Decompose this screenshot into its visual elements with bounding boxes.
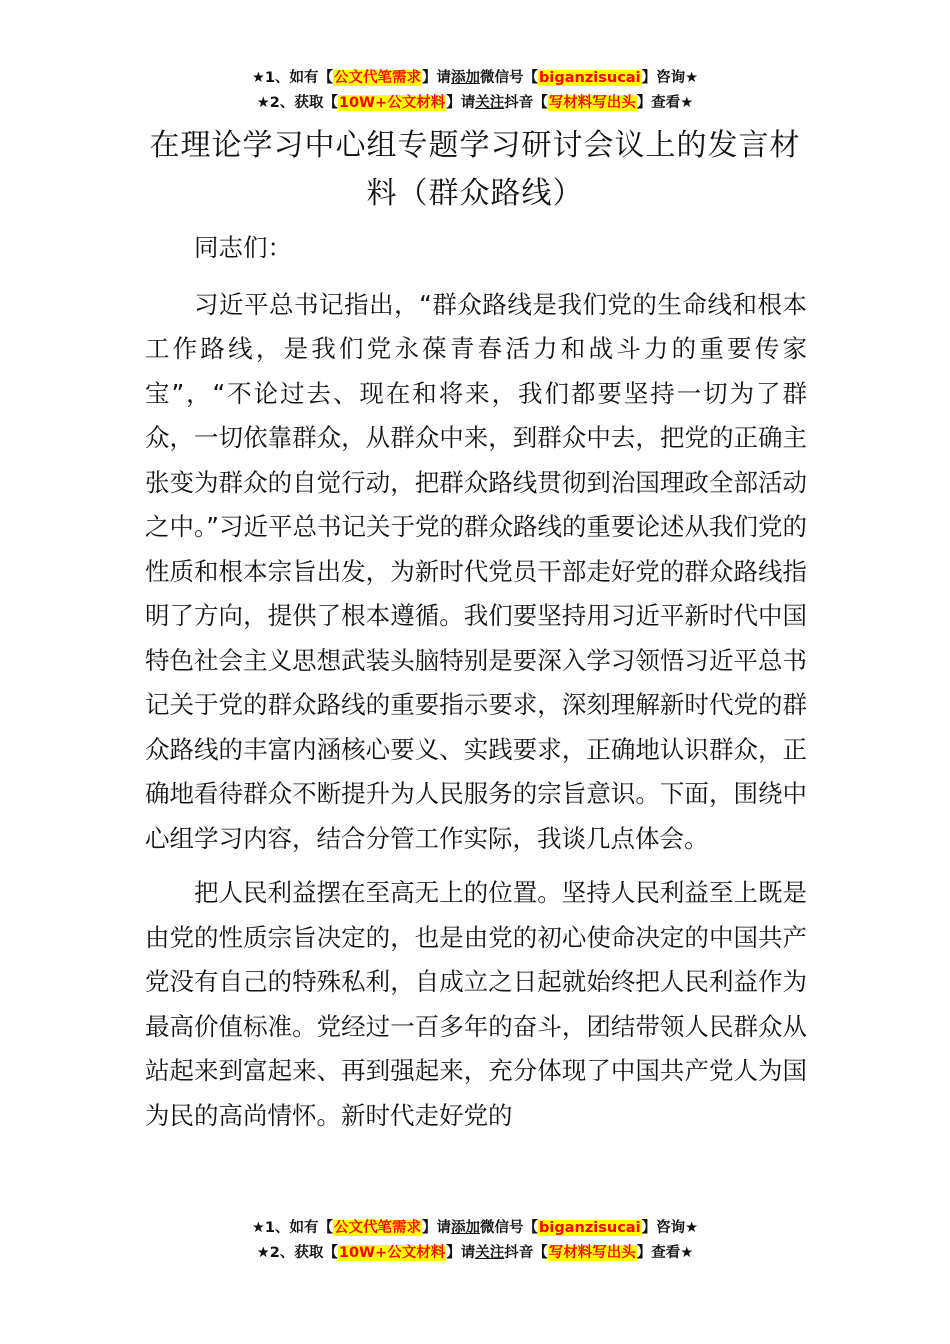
banner-text: 】查看★ (636, 95, 694, 111)
banner-text: 】请 (422, 70, 452, 86)
highlight-text: biganzisucai (539, 70, 641, 86)
document-title: 在理论学习中心组专题学习研讨会议上的发言材料（群众路线） (149, 128, 801, 211)
banner-text: 抖音【 (504, 1245, 548, 1261)
banner-text: ★2、获取【 (256, 1245, 338, 1261)
banner-text: 微信号【 (480, 70, 539, 86)
highlight-text: 写材料写出头 (548, 95, 636, 111)
banner-line-1 (0, 66, 950, 91)
banner-line-1 (0, 1216, 950, 1241)
banner-text: 】查看★ (636, 1245, 694, 1261)
banner-text: 抖音【 (504, 95, 548, 111)
banner-line-2 (0, 1241, 950, 1266)
banner-text: 】请 (446, 1245, 476, 1261)
highlight-text: 10W+公文材料 (338, 95, 446, 111)
highlight-text: biganzisucai (539, 1220, 641, 1236)
banner-text: 微信号【 (480, 1220, 539, 1236)
banner-text: ★2、获取【 (256, 95, 338, 111)
paragraph: 习近平总书记指出，“群众路线是我们党的生命线和根本工作路线，是我们党永葆青春活力和战斗力的重要传家宝”，“不论过去、现在和将来，我们都要坚持一切为了群众，一切依靠群众，从群众中来，到群众中去，把党的正确主张变为群众的自觉行动，把群众路线贯彻到治国理政全部活动之中。”习近平总书记关于党的群众路线的重要论述从我们党的性质和根本宗旨出发，为新时代党员干部走好党的群众路线指明了方向，提供了根本遵循。我们要坚持用习近平新时代中国特色社会主义思想武装头脑特别是要深入学习领悟习近平总书记关于党的群众路线的重要指示要求，深刻理解新时代党的群众路线的丰富内涵核心要义、实践要求，正确地认识群众，正确地看待群众不断提升为人民服务的宗旨意识。下面，围绕中心组学习内容，结合分管工作实际，我谈几点体会。 (145, 289, 807, 853)
underlined-text: 关注 (475, 1245, 505, 1261)
underlined-text: 添加 (451, 70, 481, 86)
footer-banner (0, 1216, 950, 1266)
banner-text: ★1、如有【 (251, 70, 334, 86)
highlight-text: 写材料写出头 (548, 1245, 636, 1261)
banner-text: 】请 (446, 95, 476, 111)
highlight-text: 10W+公文材料 (338, 1245, 446, 1261)
banner-text: ★1、如有【 (251, 1220, 334, 1236)
underlined-text: 关注 (475, 95, 505, 111)
document-body-viewport (0, 226, 950, 1186)
highlight-text: 公文代笔需求 (334, 70, 422, 86)
underlined-text: 添加 (451, 1220, 481, 1236)
banner-text: 】咨询★ (641, 1220, 699, 1236)
banner-line-2 (0, 91, 950, 116)
document-body (145, 226, 807, 1148)
paragraph: 把人民利益摆在至高无上的位置。坚持人民利益至上既是由党的性质宗旨决定的，也是由党的初心使命决定的中国共产党没有自己的特殊私利，自成立之日起就始终把人民利益作为最高价值标准。党经过一百多年的奋斗，团结带领人民群众从站起来到富起来、再到强起来，充分体现了中国共产党人为国为民的高尚情怀。新时代走好党的 (145, 878, 807, 1130)
greeting: 同志们： (194, 233, 292, 262)
banner-text: 】请 (422, 1220, 452, 1236)
highlight-text: 公文代笔需求 (334, 1220, 422, 1236)
header-banner (0, 66, 950, 116)
banner-text: 】咨询★ (641, 70, 699, 86)
